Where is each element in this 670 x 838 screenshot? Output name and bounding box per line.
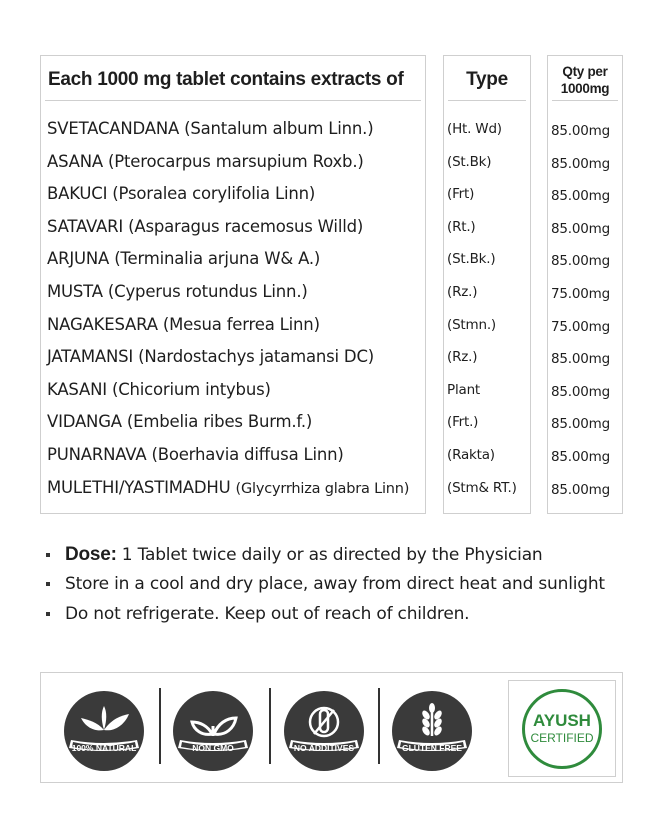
ingredient-row	[47, 347, 374, 366]
qty-header-line1: Qty per	[562, 64, 608, 79]
leaf-icon	[63, 690, 145, 772]
badge-divider	[269, 688, 271, 764]
storage-note	[46, 570, 605, 600]
bullet-icon	[46, 612, 50, 616]
ingredient-qty: 75.00mg	[551, 286, 610, 302]
badge-divider	[378, 688, 380, 764]
ingredient-type: (Frt.)	[447, 414, 479, 431]
natural-label: 100% NATURAL	[71, 743, 137, 753]
no-additives-label: NO ADDITIVES	[293, 743, 355, 753]
ingredient-qty: 85.00mg	[551, 123, 610, 139]
ingredient-name: ARJUNA	[47, 249, 110, 269]
non-gmo-label: NON GMO	[192, 743, 234, 753]
bullet-icon	[46, 553, 50, 557]
type-header: Type	[448, 60, 526, 101]
badge-divider	[159, 688, 161, 764]
sprout-icon	[172, 690, 254, 772]
ingredient-latin: (Cyperus rotundus Linn.)	[107, 282, 308, 301]
ingredient-name: JATAMANSI	[47, 347, 134, 367]
ingredient-qty: 85.00mg	[551, 253, 610, 270]
ingredient-name: PUNARNAVA	[47, 445, 147, 464]
ingredient-row	[47, 282, 308, 301]
ayush-subtitle: CERTIFIED	[530, 731, 594, 745]
ingredient-row	[47, 217, 363, 236]
natural-badge	[63, 690, 145, 772]
qty-header	[552, 60, 618, 101]
ingredient-name: SVETACANDANA	[47, 119, 180, 138]
ingredient-qty: 75.00mg	[551, 318, 610, 335]
ingredient-name: NAGAKESARA	[47, 314, 158, 334]
test-tube-icon	[283, 690, 365, 772]
ingredient-row	[47, 119, 373, 138]
ayush-title: AYUSH	[533, 711, 591, 730]
ingredient-qty: 85.00mg	[551, 351, 610, 368]
warning-note	[46, 599, 605, 629]
type-column	[443, 55, 531, 514]
ingredient-latin: (Asparagus racemosus Willd)	[128, 216, 364, 236]
ingredient-qty: 85.00mg	[551, 383, 610, 400]
bullet-icon	[46, 582, 50, 586]
ingredient-row	[47, 152, 364, 171]
ingredient-column	[40, 55, 426, 514]
ingredient-latin: (Terminalia arjuna W& A.)	[114, 249, 321, 269]
ingredient-type: (St.Bk)	[447, 153, 492, 170]
ingredient-row	[47, 184, 315, 203]
ingredient-name: SATAVARI	[47, 216, 124, 236]
ingredient-row	[47, 249, 320, 268]
ingredient-type: (Rt.)	[447, 218, 476, 235]
ingredient-row	[47, 380, 271, 399]
ingredient-latin: (Psoralea corylifolia Linn)	[112, 184, 316, 204]
ingredient-qty: 85.00mg	[551, 449, 610, 465]
ingredient-qty: 85.00mg	[551, 220, 610, 237]
ingredient-type: (St.Bk.)	[447, 251, 496, 268]
ingredient-qty: 85.00mg	[551, 416, 610, 433]
ingredient-latin: (Boerhavia diffusa Linn)	[151, 445, 344, 464]
ingredient-qty: 85.00mg	[551, 481, 610, 498]
ayush-certified-badge	[508, 680, 616, 777]
ingredient-type: Plant	[447, 381, 481, 398]
gluten-free-badge	[391, 690, 473, 772]
ingredient-row	[47, 315, 320, 334]
dose-text: 1 Tablet twice daily or as directed by the Physician	[121, 544, 543, 565]
no-additives-badge	[283, 690, 365, 772]
ingredient-name: VIDANGA	[47, 412, 122, 432]
non-gmo-badge	[172, 690, 254, 772]
ingredient-type: (Stm& RT.)	[447, 479, 517, 496]
ingredient-type: (Rz.)	[447, 349, 478, 366]
ingredient-name: MUSTA	[47, 282, 103, 301]
ingredient-latin: (Glycyrrhiza glabra Linn)	[235, 480, 410, 497]
ingredient-header: Each 1000 mg tablet contains extracts of	[45, 60, 421, 101]
ingredient-latin: (Chicorium intybus)	[111, 379, 271, 399]
ingredient-latin: (Santalum album Linn.)	[184, 119, 374, 138]
ingredient-name: KASANI	[47, 379, 107, 399]
storage-text: Store in a cool and dry place, away from direct heat and sunlight	[65, 574, 605, 595]
dose-label: Dose:	[65, 543, 117, 565]
dose-note	[46, 540, 605, 570]
ingredient-row	[47, 412, 312, 431]
ingredient-name: ASANA	[47, 151, 103, 171]
ingredient-type: (Stmn.)	[447, 316, 496, 333]
ingredient-latin: (Nardostachys jatamansi DC)	[138, 347, 374, 367]
ingredient-latin: (Mesua ferrea Linn)	[162, 314, 320, 334]
qty-header-line2: 1000mg	[560, 81, 610, 96]
ingredient-latin: (Embelia ribes Burm.f.)	[126, 412, 313, 432]
qty-column	[547, 55, 623, 514]
wheat-icon	[391, 690, 473, 772]
ingredient-qty: 85.00mg	[551, 155, 610, 172]
ingredient-type: (Ht. Wd)	[447, 121, 502, 137]
ingredient-row	[47, 478, 409, 497]
ingredient-name: MULETHI/YASTIMADHU	[47, 477, 231, 497]
certification-badges	[40, 672, 623, 783]
ingredient-latin: (Pterocarpus marsupium Roxb.)	[108, 151, 364, 171]
ingredient-qty: 85.00mg	[551, 188, 610, 205]
ingredient-type: (Frt)	[447, 186, 475, 203]
ingredient-row	[47, 445, 344, 464]
gluten-free-label: GLUTEN FREE	[402, 743, 462, 753]
warning-text: Do not refrigerate. Keep out of reach of children.	[65, 603, 470, 624]
usage-notes	[46, 540, 605, 629]
ingredient-type: (Rakta)	[447, 447, 495, 463]
ingredient-name: BAKUCI	[47, 184, 108, 204]
ingredient-type: (Rz.)	[447, 284, 478, 300]
